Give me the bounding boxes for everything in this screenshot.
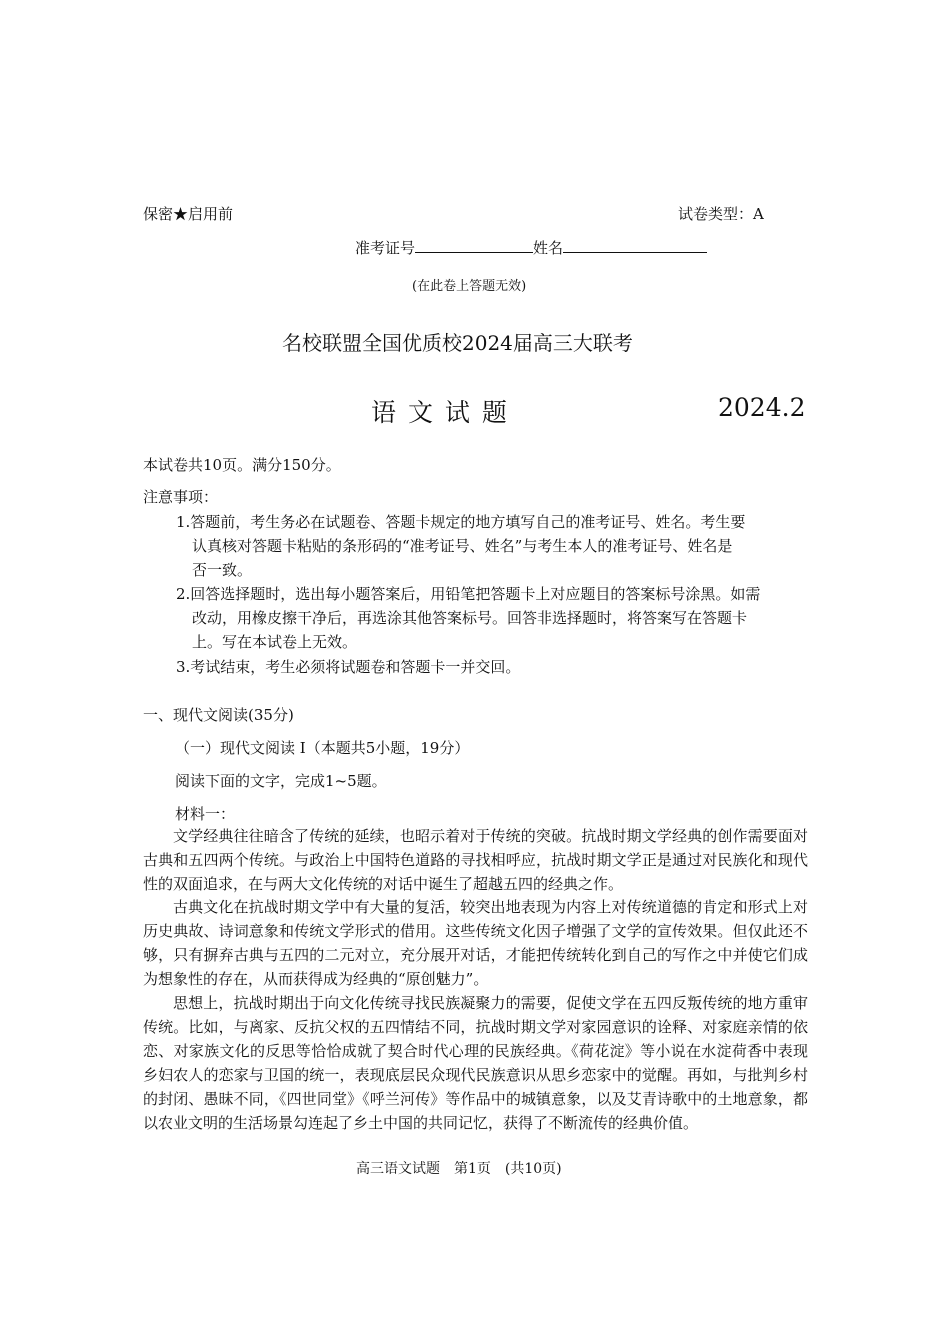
subject-title: 语 文 试 题 [371, 398, 509, 427]
reading-instruction: 阅读下面的文字，完成1~5题。 [175, 772, 387, 790]
ticket-number-blank[interactable] [415, 237, 533, 253]
name-label: 姓名 [533, 239, 564, 257]
note-item: 改动，用橡皮擦干净后，再选涂其他答案标号。回答非选择题时，将答案写在答题卡 [192, 609, 748, 627]
exam-title: 名校联盟全国优质校2024届高三大联考 [282, 331, 633, 355]
note-item: 2.回答选择题时，选出每小题答案后，用铅笔把答题卡上对应题目的答案标号涂黑。如需 [176, 585, 761, 603]
note-item: 1.答题前，考生务必在试题卷、答题卡规定的地方填写自己的准考证号、姓名。考生要 [176, 513, 746, 531]
paragraph: 思想上，抗战时期出于向文化传统寻找民族凝聚力的需要，促使文学在五四反叛传统的地方重审传统。比如，与离家、反抗父权的五四情结不同，抗战时期文学对家园意识的诠释、对家庭亲情的依恋、对家族文化的反思等恰恰成就了契合时代心理的民族经典。《荷花淀》等小说在水淀荷香中表现乡妇农人的恋家与卫国的统一，表现底层民众现代民族意识从思乡恋家中的觉醒。再如，与批判乡村的封闭、愚昧不同，《四世同堂》《呼兰河传》等作品中的城镇意象，以及艾青诗歌中的土地意象，都以农业文明的生活场景勾连起了乡土中国的共同记忆，获得了不断流传的经典价值。 [143, 994, 808, 1132]
page-footer: 高三语文试题 第1页 (共10页) [356, 1161, 562, 1177]
invalid-answer-note: (在此卷上答题无效) [412, 279, 527, 294]
notes-heading: 注意事项： [143, 488, 219, 506]
exam-date: 2024.2 [718, 393, 806, 422]
candidate-info-line [355, 237, 707, 258]
name-blank[interactable] [563, 237, 707, 253]
exam-type-label: 试卷类型：A [678, 205, 764, 223]
confidential-label: 保密★启用前 [143, 205, 234, 223]
section-heading: 一、现代文阅读(35分) [143, 706, 294, 724]
paragraph: 古典文化在抗战时期文学中有大量的复活，较突出地表现为内容上对传统道德的肯定和形式上对历史典故、诗词意象和传统文学形式的借用。这些传统文化因子增强了文学的宣传效果。但仅此还不够，只有摒弃古典与五四的二元对立，充分展开对话，才能把传统转化到自己的写作之中并使它们成为想象性的存在，从而获得成为经典的“原创魅力”。 [143, 898, 808, 988]
ticket-number-label: 准考证号 [355, 239, 416, 257]
note-item: 认真核对答题卡粘贴的条形码的“准考证号、姓名”与考生本人的准考证号、姓名是 [192, 537, 733, 555]
note-item: 上。写在本试卷上无效。 [192, 633, 358, 651]
material-label: 材料一： [175, 805, 236, 823]
paragraph: 文学经典往往暗含了传统的延续，也昭示着对于传统的突破。抗战时期文学经典的创作需要面对古典和五四两个传统。与政治上中国特色道路的寻找相呼应，抗战时期文学正是通过对民族化和现代性的双面追求，在与两大文化传统的对话中诞生了超越五四的经典之作。 [143, 827, 808, 893]
note-item: 3.考试结束，考生必须将试题卷和答题卡一并交回。 [176, 658, 521, 676]
page-count-note: 本试卷共10页。满分150分。 [143, 456, 341, 474]
subsection-heading: （一）现代文阅读 Ⅰ（本题共5小题，19分） [175, 739, 470, 757]
note-item: 否一致。 [192, 561, 253, 579]
